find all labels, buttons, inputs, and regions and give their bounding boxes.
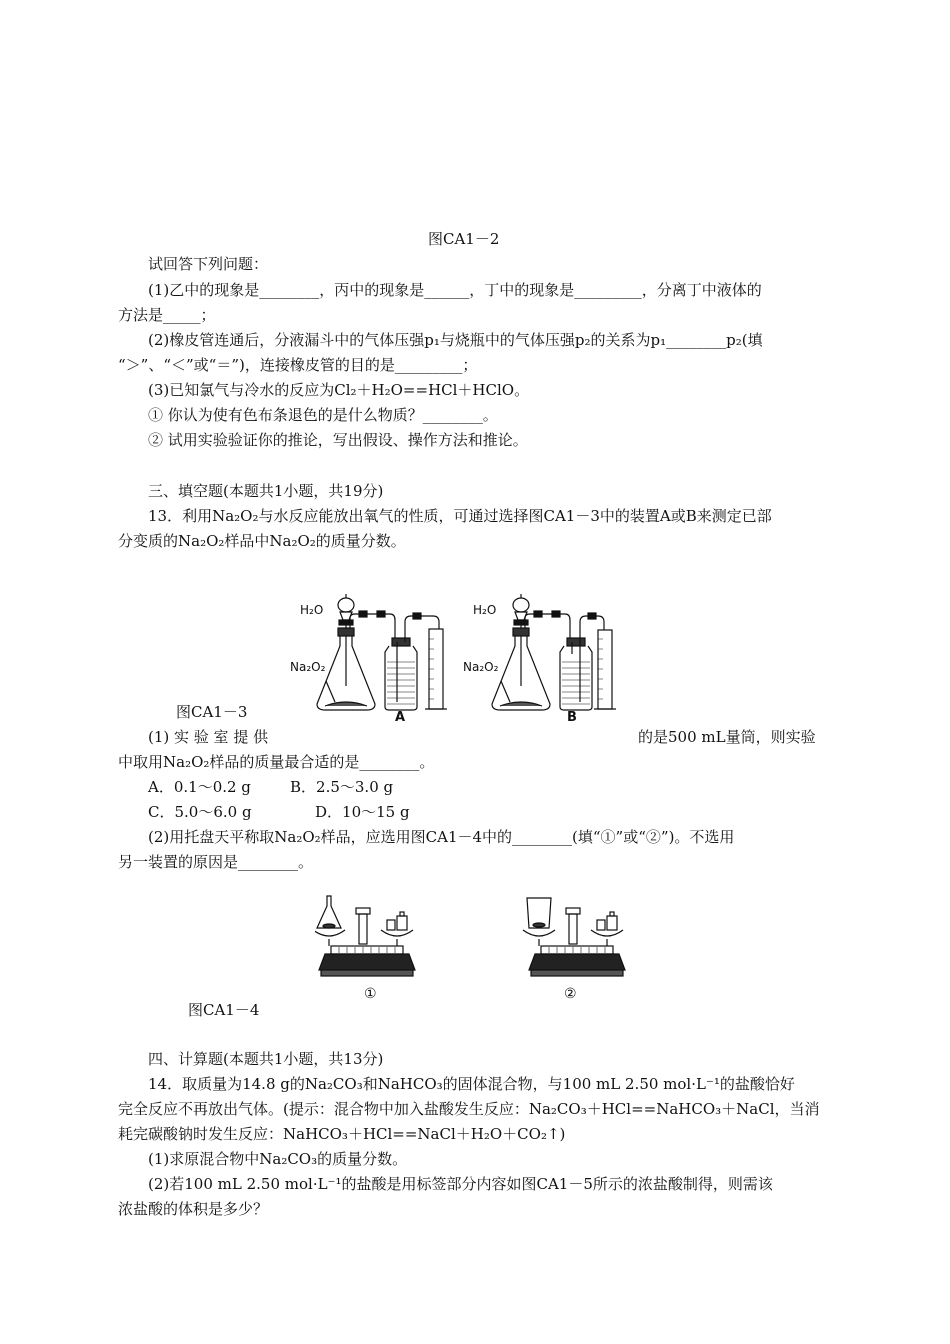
q13-part2-line1: (2)用托盘天平称取Na₂O₂样品，应选用图CA1－4中的________(填“①”或“②”)。不选用 [148,828,735,846]
label-balance-2: ② [564,986,577,1002]
label-apparatus-a: A [395,710,406,725]
q14-line1: 14．取质量为14.8 g的Na₂CO₃和NaHCO₃的固体混合物，与100 mL 2.50 mol·L⁻¹的盐酸恰好 [148,1075,795,1093]
apparatus-a [317,594,447,710]
figure-3-caption: 图CA1－3 [176,703,248,721]
label-h2o-a: H₂O [300,603,324,617]
q13-part2-line2: 另一装置的原因是________。 [118,853,314,871]
q13-part1-right: 的是500 mL量筒，则实验 [638,728,816,746]
option-b: B．2.5～3.0 g [290,778,394,796]
q14-part2-line2: 浓盐酸的体积是多少？ [118,1200,269,1218]
option-d: D．10～15 g [315,803,410,821]
q12-part1-line1: (1)乙中的现象是________，丙中的现象是______，丁中的现象是_________，分离丁中液体的 [148,281,762,299]
option-c: C．5.0～6.0 g [148,803,252,821]
q12-part1-line2: 方法是_____； [118,306,216,324]
q13-part1-left: (1) 实 验 室 提 供 [148,728,269,746]
q14-part2-line1: (2)若100 mL 2.50 mol·L⁻¹的盐酸是用标签部分内容如图CA1－5所示的浓盐酸制得，则需该 [148,1175,773,1193]
figure-2-caption: 图CA1－2 [428,230,500,248]
q12-part3-ii: ② 试用实验验证你的推论，写出假设、操作方法和推论。 [148,431,528,449]
q12-part3: (3)已知氯气与冷水的反应为Cl₂＋H₂O==HCl＋HClO。 [148,381,530,399]
q12-part3-i: ① 你认为使有色布条退色的是什么物质？________。 [148,406,498,424]
apparatus-b [492,594,616,710]
q12-part2-line1: (2)橡皮管连通后，分液漏斗中的气体压强p₁与烧瓶中的气体压强p₂的关系为p₁________p₂(填 [148,331,763,349]
label-h2o-b: H₂O [473,603,497,617]
label-apparatus-b: B [567,710,577,725]
q14-line3: 耗完碳酸钠时发生反应：NaHCO₃＋HCl==NaCl＋H₂O＋CO₂↑) [118,1125,566,1143]
q12-part2-line2: “＞”、“＜”或“＝”)，连接橡皮管的目的是_________； [118,356,478,374]
q14-part1: (1)求原混合物中Na₂CO₃的质量分数。 [148,1150,408,1168]
q13-part1-line2: 中取用Na₂O₂样品的质量最合适的是________。 [118,753,435,771]
figure-4-balances [315,892,635,984]
q14-line2: 完全反应不再放出气体。(提示：混合物中加入盐酸发生反应：Na₂CO₃＋HCl==NaHCO₃＋NaCl，当消 [118,1100,820,1118]
label-na2o2-b: Na₂O₂ [463,660,499,674]
label-na2o2-a: Na₂O₂ [290,660,326,674]
section-3-title: 三、填空题(本题共1小题，共19分) [148,482,384,500]
q13-line2: 分变质的Na₂O₂样品中Na₂O₂的质量分数。 [118,532,406,550]
figure-3-apparatus [295,594,625,724]
balance-1 [315,896,415,976]
q12-intro: 试回答下列问题： [148,255,269,273]
q13-line1: 13．利用Na₂O₂与水反应能放出氧气的性质，可通过选择图CA1－3中的装置A或B来测定已部 [148,507,772,525]
option-a: A．0.1～0.2 g [148,778,251,796]
section-4-title: 四、计算题(本题共1小题，共13分) [148,1050,384,1068]
figure-4-caption: 图CA1－4 [188,1001,260,1019]
balance-2 [523,898,625,976]
label-balance-1: ① [364,986,377,1002]
